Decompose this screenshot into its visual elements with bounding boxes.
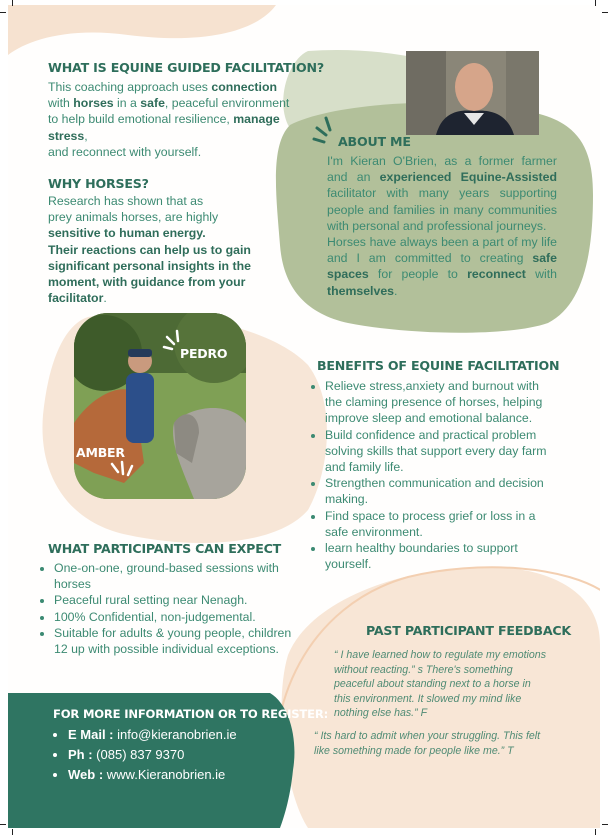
what-is-b3: safe	[140, 96, 165, 111]
what-is-t3: in a	[113, 96, 141, 111]
contact-email[interactable]	[68, 725, 274, 745]
flyer-page	[8, 5, 600, 828]
what-is-t2: with	[48, 96, 74, 111]
crop-mark	[0, 12, 6, 13]
about-t5: with	[525, 267, 557, 282]
amber-sparkle-icon	[106, 458, 146, 484]
benefits-heading: BENEFITS OF EQUINE FACILITATION	[317, 358, 560, 373]
benefit-item: • Strengthen communication and decision making.	[325, 475, 551, 507]
contact-phone[interactable]	[68, 745, 274, 765]
benefit-item: • learn healthy boundaries to support yourself.	[325, 540, 551, 572]
why-b1: sensitive to human energy.	[48, 226, 206, 241]
what-is-text	[48, 79, 298, 160]
crop-mark	[595, 0, 596, 6]
expect-item: • 100% Confidential, non-judgemental.	[54, 609, 295, 625]
phone-value[interactable]: (085) 837 9370	[92, 747, 185, 762]
about-t3: Horses have always been a part of my life and I am committed to creating	[327, 235, 557, 266]
benefits-list-wrap	[311, 378, 551, 572]
what-is-t6: and reconnect with yourself.	[48, 144, 202, 159]
feedback-quote-1: “ I have learned how to regulate my emotions without reacting.” s There's something peaceful about standing next to a horse in this environment. It slowed my mind like nothing else has.” F	[334, 649, 546, 720]
why-horses-heading: WHY HORSES?	[48, 176, 149, 191]
about-b3: reconnect	[467, 267, 526, 282]
why-t2: prey animals horses, are highly	[48, 210, 219, 225]
crop-mark	[602, 12, 608, 13]
benefit-item: • Relieve stress,anxiety and burnout with the claming presence of horses, helping improve sleep and emotional balance.	[325, 378, 551, 427]
what-is-t4: , peaceful environment to help build emotional resilience,	[48, 96, 290, 127]
crop-mark	[602, 824, 608, 825]
expect-item: • Suitable for adults & young people, children 12 up with possible individual exceptions.	[54, 625, 295, 657]
web-label: Web :	[68, 767, 104, 782]
about-t2: facilitator with many years supporting people and families in many communities with personal and professional journeys.	[327, 186, 557, 233]
benefit-item: • Find space to process grief or loss in a safe environment.	[325, 508, 551, 540]
what-is-t1: This coaching approach uses	[48, 80, 212, 94]
expect-heading: WHAT PARTICIPANTS CAN EXPECT	[48, 541, 282, 556]
pedro-label: PEDRO	[180, 346, 228, 361]
benefits-list	[311, 378, 551, 572]
about-t1: I'm Kieran O'Brien, as a former farmer and an	[327, 154, 557, 185]
feedback-heading: PAST PARTICIPANT FEEDBACK	[366, 623, 571, 638]
about-b2: safe spaces	[327, 251, 557, 282]
about-b4: themselves	[327, 283, 394, 298]
contact-list	[54, 725, 274, 785]
crop-mark	[595, 829, 596, 835]
phone-label: Ph :	[68, 747, 93, 762]
portrait-figure	[406, 51, 539, 135]
amber-label: AMBER	[76, 445, 125, 460]
expect-list-wrap	[40, 560, 295, 657]
about-t6: .	[394, 283, 398, 298]
email-label: E Mail :	[68, 727, 114, 742]
what-is-t5: ,	[84, 128, 88, 143]
why-t3: .	[103, 291, 107, 306]
crop-mark	[12, 829, 13, 835]
contact-heading: FOR MORE INFORMATION OR TO REGISTER:	[53, 707, 329, 721]
why-horses-text	[48, 193, 263, 306]
about-heading: ABOUT ME	[338, 134, 411, 149]
why-b2: Their reactions can help us to gain significant personal insights in the moment, with guidance from your facilitator	[48, 242, 251, 306]
what-is-heading: WHAT IS EQUINE GUIDED FACILITATION?	[48, 60, 324, 75]
about-text	[327, 153, 557, 299]
what-is-b2: horses	[73, 96, 114, 111]
email-value[interactable]: info@kieranobrien.ie	[113, 727, 237, 742]
expect-item: • One-on-one, ground-based sessions with horses	[54, 560, 295, 592]
expect-item: • Peaceful rural setting near Nenagh.	[54, 592, 295, 608]
top-peach-blob	[8, 5, 276, 55]
crop-mark	[0, 824, 6, 825]
portrait-photo	[406, 51, 539, 135]
expect-list	[40, 560, 295, 657]
about-t4: for people to	[368, 267, 468, 282]
feedback-quote-2: “ Its hard to admit when your struggling. This felt like something made for people like me.” T	[314, 730, 541, 757]
contact-list-wrap	[54, 725, 274, 785]
what-is-b1: connection	[211, 80, 277, 94]
why-t1: Research has shown that as	[48, 194, 204, 208]
benefit-item: • Build confidence and practical problem solving skills that support every day farm and family life.	[325, 427, 551, 476]
contact-web[interactable]	[68, 765, 274, 785]
crop-mark	[12, 0, 13, 6]
what-is-b4: manage stress	[48, 112, 280, 143]
about-b1: experienced Equine-Assisted	[379, 170, 557, 185]
web-value[interactable]: www.Kieranobrien.ie	[103, 767, 226, 782]
